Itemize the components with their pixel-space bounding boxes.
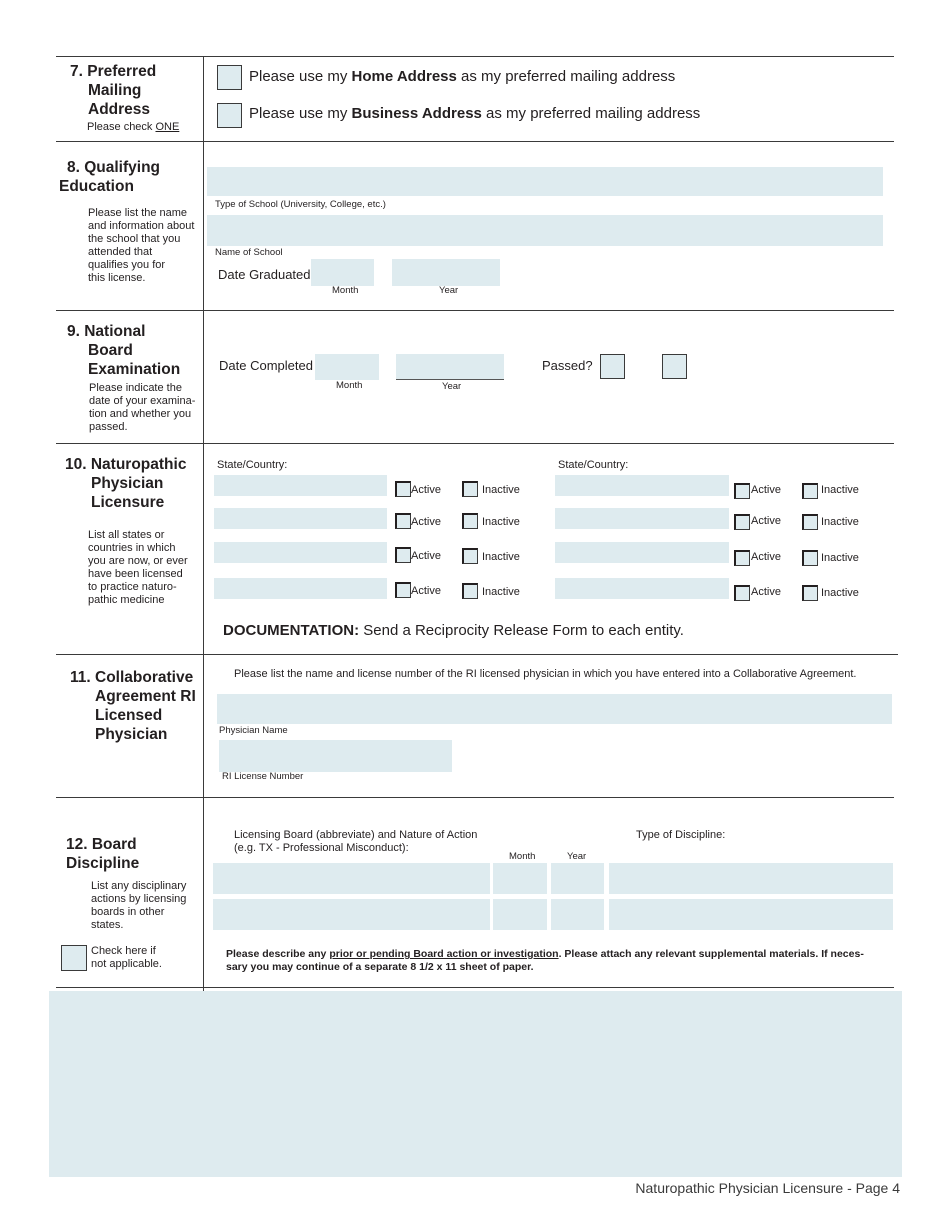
passed-label: Passed? (542, 358, 593, 373)
inactive-label: Inactive (821, 516, 859, 528)
s9-title-line2: Board (88, 342, 133, 359)
s10-desc-line: have been licensed (88, 568, 183, 580)
rule-top (56, 56, 894, 57)
column-divider (203, 56, 204, 991)
passed-yes-checkbox[interactable] (600, 354, 625, 379)
active-checkbox[interactable] (395, 547, 411, 563)
inactive-label: Inactive (821, 484, 859, 496)
inactive-checkbox[interactable] (462, 548, 478, 564)
discipline-board-input-2[interactable] (213, 899, 490, 930)
name-of-school-caption: Name of School (215, 247, 283, 258)
inactive-checkbox[interactable] (462, 583, 478, 599)
documentation-note: DOCUMENTATION: Send a Reciprocity Release Form to each entity. (223, 622, 684, 639)
ri-license-number-caption: RI License Number (222, 771, 304, 782)
license-state-input-right-4[interactable] (555, 578, 729, 599)
type-of-school-caption: Type of School (University, College, etc.) (215, 199, 386, 210)
license-state-input-left-3[interactable] (214, 542, 387, 563)
s7-instruction: Please check ONE (87, 121, 180, 133)
s12-title: 12. Board (66, 836, 137, 853)
s9-desc-line: passed. (89, 421, 128, 433)
discipline-year-input-1[interactable] (551, 863, 604, 894)
active-checkbox[interactable] (395, 513, 411, 529)
inactive-label: Inactive (482, 516, 520, 528)
inactive-label: Inactive (821, 552, 859, 564)
s8-desc-line: and information about (88, 220, 195, 232)
active-label: Active (411, 550, 441, 562)
active-label: Active (411, 516, 441, 528)
license-state-input-right-2[interactable] (555, 508, 729, 529)
business-address-checkbox[interactable] (217, 103, 242, 128)
graduation-year-caption: Year (439, 285, 459, 296)
exam-year-input[interactable] (396, 354, 504, 380)
s12-desc-line: states. (91, 919, 124, 931)
s8-desc-line: Please list the name (88, 207, 188, 219)
describe-instruction: Please describe any prior or pending Board action or investigation. Please attach any relevant supplemental materials. If neces- sary you may continue of a separate 8 1/2 x 11 sheet of paper. (226, 948, 864, 973)
s12-desc-line: boards in other (91, 906, 165, 918)
active-label: Active (411, 585, 441, 597)
state-country-label-left: State/Country: (217, 459, 288, 471)
active-checkbox[interactable] (395, 481, 411, 497)
inactive-checkbox[interactable] (802, 514, 818, 530)
rule-s8-bottom (56, 310, 894, 311)
rule-s9-bottom (56, 443, 894, 444)
s7-title-line3: Address (88, 101, 151, 118)
license-state-input-right-1[interactable] (555, 475, 729, 496)
page-footer: Naturopathic Physician Licensure - Page 4 (635, 1180, 900, 1196)
s11-title-line4: Physician (95, 726, 168, 743)
inactive-label: Inactive (821, 587, 859, 599)
discipline-month-input-2[interactable] (493, 899, 547, 930)
s12-title-line2: Discipline (66, 855, 140, 872)
collaborative-instruction: Please list the name and license number of the RI licensed physician in which you have entered into a Collaborative Agreement. (234, 668, 857, 680)
rule-s10-bottom (56, 654, 898, 655)
type-of-school-input[interactable] (207, 167, 883, 196)
discipline-type-input-1[interactable] (609, 863, 893, 894)
type-of-discipline-header: Type of Discipline: (636, 829, 726, 841)
s11-title-line3: Licensed (95, 707, 163, 724)
not-applicable-checkbox[interactable] (61, 945, 87, 971)
inactive-checkbox[interactable] (802, 585, 818, 601)
inactive-checkbox[interactable] (802, 483, 818, 499)
discipline-board-input-1[interactable] (213, 863, 490, 894)
s8-desc-line: the school that you (88, 233, 181, 245)
s7-title: 7. Preferred (70, 63, 157, 80)
inactive-checkbox[interactable] (462, 481, 478, 497)
s10-title: 10. Naturopathic (65, 456, 187, 473)
inactive-checkbox[interactable] (802, 550, 818, 566)
s8-title: 8. Qualifying (67, 159, 161, 176)
active-label: Active (751, 515, 781, 527)
s11-title: 11. Collaborative (70, 669, 194, 686)
date-graduated-label: Date Graduated (218, 267, 311, 282)
s8-desc-line: this license. (88, 272, 146, 284)
s10-desc-line: countries in which (88, 542, 176, 554)
rule-s11-bottom (56, 797, 894, 798)
license-state-input-left-1[interactable] (214, 475, 387, 496)
discipline-type-input-2[interactable] (609, 899, 893, 930)
rule-s7-bottom (56, 141, 894, 142)
passed-no-checkbox[interactable] (662, 354, 687, 379)
active-label: Active (411, 484, 441, 496)
exam-year-caption: Year (442, 381, 462, 392)
inactive-label: Inactive (482, 551, 520, 563)
active-label: Active (751, 586, 781, 598)
s12-desc-line: actions by licensing (91, 893, 187, 905)
license-state-input-left-2[interactable] (214, 508, 387, 529)
s10-desc-line: pathic medicine (88, 594, 165, 606)
s9-title: 9. National (67, 323, 146, 340)
graduation-month-caption: Month (332, 285, 359, 296)
s10-desc-line: List all states or (88, 529, 165, 541)
active-checkbox[interactable] (734, 514, 750, 530)
exam-month-input[interactable] (315, 354, 379, 380)
board-header-line1: Licensing Board (abbreviate) and Nature of Action (234, 829, 478, 841)
name-of-school-input[interactable] (207, 215, 883, 246)
s11-title-line2: Agreement RI (95, 688, 196, 705)
home-address-checkbox[interactable] (217, 65, 242, 90)
s9-desc-line: Please indicate the (89, 382, 182, 394)
inactive-checkbox[interactable] (462, 513, 478, 529)
s8-desc-line: qualifies you for (88, 259, 166, 271)
business-address-label: Please use my Business Address as my preferred mailing address (249, 105, 701, 122)
s10-desc-line: to practice naturo- (88, 581, 177, 593)
board-header-line2: (e.g. TX - Professional Misconduct): (234, 842, 409, 854)
active-checkbox[interactable] (395, 582, 411, 598)
state-country-label-right: State/Country: (558, 459, 629, 471)
inactive-label: Inactive (482, 586, 520, 598)
ri-license-number-input[interactable] (219, 740, 452, 772)
physician-name-input[interactable] (217, 694, 892, 724)
exam-month-caption: Month (336, 380, 363, 391)
s10-title-line3: Licensure (91, 494, 165, 511)
active-checkbox[interactable] (734, 550, 750, 566)
graduation-month-input[interactable] (311, 259, 374, 286)
license-state-input-left-4[interactable] (214, 578, 387, 599)
s9-desc-line: date of your examina- (89, 395, 196, 407)
year-header: Year (567, 851, 587, 862)
date-completed-label: Date Completed (219, 358, 313, 373)
s10-desc-line: you are now, or ever (88, 555, 188, 567)
active-checkbox[interactable] (734, 483, 750, 499)
graduation-year-input[interactable] (392, 259, 500, 286)
s8-title-line2: Education (59, 178, 134, 195)
discipline-year-input-2[interactable] (551, 899, 604, 930)
license-state-input-right-3[interactable] (555, 542, 729, 563)
s9-desc-line: tion and whether you (89, 408, 192, 420)
home-address-label: Please use my Home Address as my preferred mailing address (249, 68, 676, 85)
active-label: Active (751, 551, 781, 563)
s12-desc-line: List any disciplinary (91, 880, 187, 892)
physician-name-caption: Physician Name (219, 725, 288, 736)
active-checkbox[interactable] (734, 585, 750, 601)
discipline-description-textarea[interactable] (49, 991, 902, 1177)
active-label: Active (751, 484, 781, 496)
inactive-label: Inactive (482, 484, 520, 496)
rule-s12-bottom (56, 987, 894, 988)
discipline-month-input-1[interactable] (493, 863, 547, 894)
month-header: Month (509, 851, 536, 862)
not-applicable-label-line1: Check here if (91, 945, 156, 957)
s8-desc-line: attended that (88, 246, 153, 258)
s9-title-line3: Examination (88, 361, 181, 378)
s7-title-line2: Mailing (88, 82, 142, 99)
not-applicable-label-line2: not applicable. (91, 958, 162, 970)
s10-title-line2: Physician (91, 475, 164, 492)
